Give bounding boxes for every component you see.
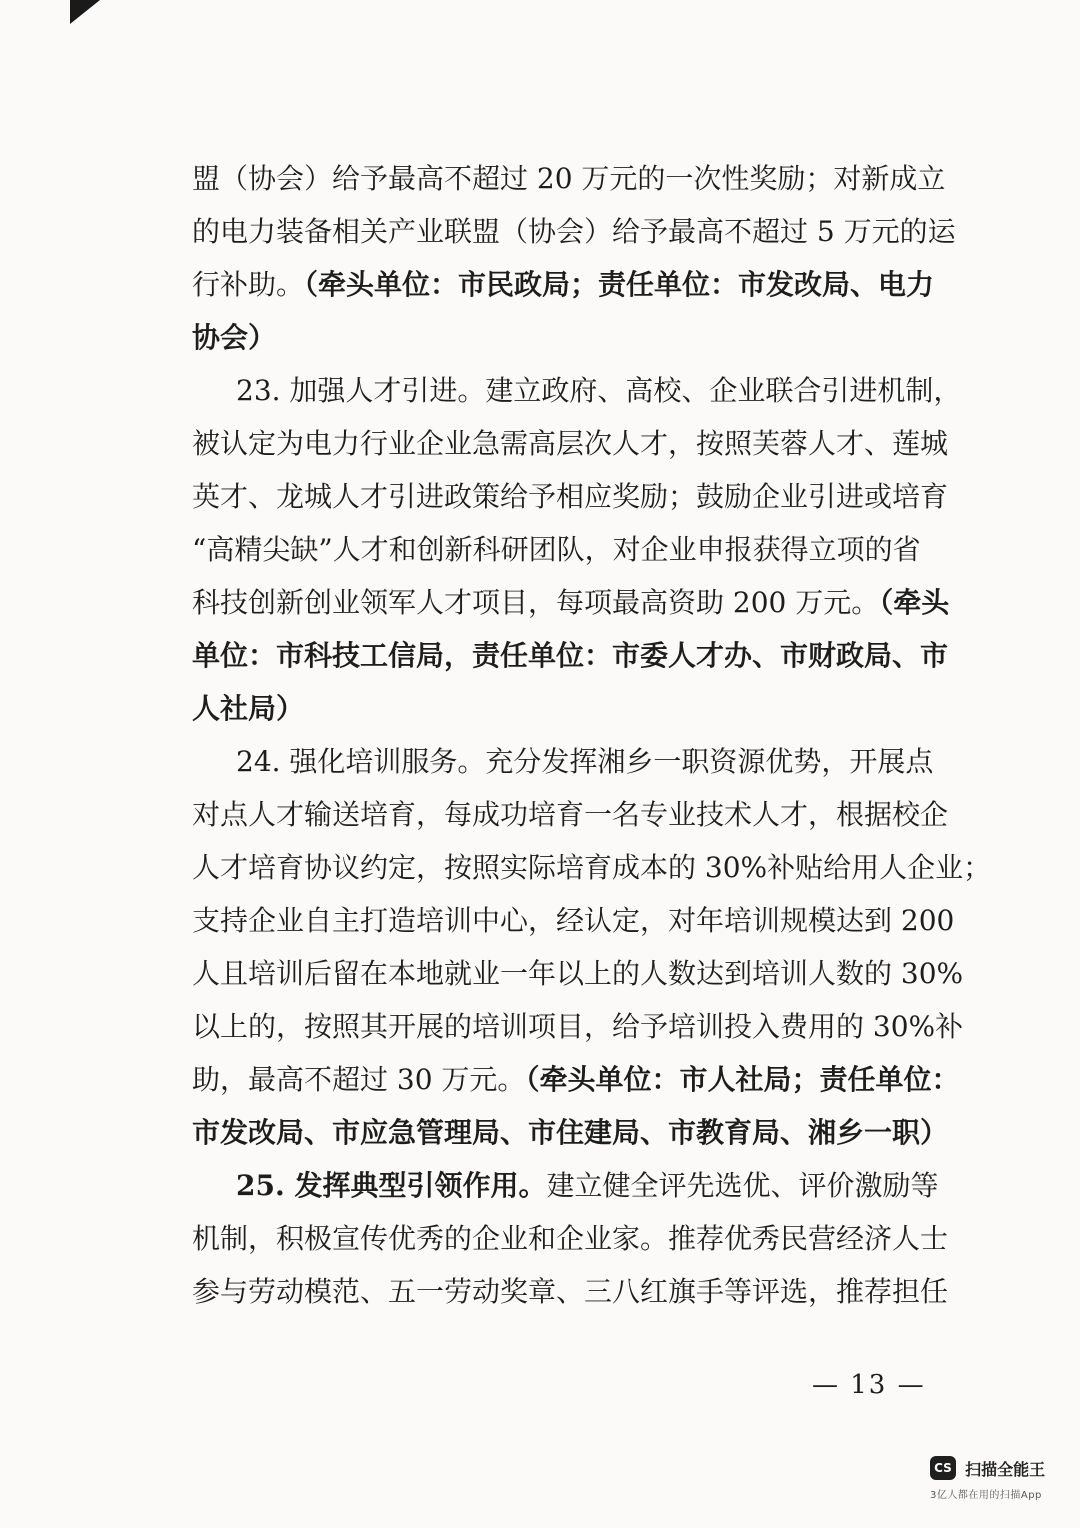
- text-segment: 助，最高不超过 30 万元。: [192, 1063, 526, 1096]
- responsible-units: （牵头单位：市人社局；责任单位：: [525, 1063, 960, 1096]
- text-line: [192, 258, 935, 311]
- responsible-units: （牵头: [879, 586, 950, 619]
- text-line: 支持企业自主打造培训中心，经认定，对年培训规模达到 200: [192, 904, 955, 937]
- clause-25-title: 25. 发挥典型引领作用。: [236, 1169, 547, 1202]
- text-line: 人且培训后留在本地就业一年以上的人数达到培训人数的 30%: [192, 957, 964, 990]
- text-line: 的电力装备相关产业联盟（协会）给予最高不超过 5 万元的运: [192, 215, 956, 248]
- clause-24-heading-line: 24. 强化培训服务。充分发挥湘乡一职资源优势，开展点: [236, 745, 934, 778]
- text-segment: 行补助。: [192, 268, 305, 301]
- watermark-tagline: 3亿人都在用的扫描App: [930, 1490, 1042, 1501]
- text-line: [192, 1053, 960, 1106]
- text-line: [192, 576, 950, 629]
- text-line: 人才培育协议约定，按照实际培育成本的 30%补贴给用人企业；: [192, 851, 992, 884]
- text-line: 对点人才输送培育，每成功培育一名专业技术人才，根据校企: [192, 798, 949, 831]
- clause-25-heading-line: [192, 1159, 939, 1212]
- text-line: “高精尖缺”人才和创新科研团队，对企业申报获得立项的省: [192, 533, 921, 566]
- responsible-units: 协会）: [192, 321, 277, 354]
- text-segment: 建立健全评先选优、评价激励等: [546, 1169, 939, 1202]
- responsible-units: 单位：市科技工信局，责任单位：市委人才办、市财政局、市: [192, 639, 949, 672]
- text-segment: 科技创新创业领军人才项目，每项最高资助 200 万元。: [192, 586, 880, 619]
- responsible-units: （牵头单位：市民政局；责任单位：市发改局、电力: [304, 268, 935, 301]
- text-line: 被认定为电力行业企业急需高层次人才，按照芙蓉人才、莲城: [192, 427, 949, 460]
- clause-23-heading-line: 23. 加强人才引进。建立政府、高校、企业联合引进机制，: [236, 374, 962, 407]
- responsible-units: 人社局）: [192, 692, 305, 725]
- text-line: 参与劳动模范、五一劳动奖章、三八红旗手等评选，推荐担任: [192, 1275, 949, 1308]
- camscanner-logo-icon: CS: [930, 1456, 956, 1480]
- scan-corner-mark: [70, 0, 100, 24]
- watermark-app-name: 扫描全能王: [965, 1459, 1046, 1479]
- text-line: 英才、龙城人才引进政策给予相应奖励；鼓励企业引进或培育: [192, 480, 949, 513]
- text-line: 盟（协会）给予最高不超过 20 万元的一次性奖励；对新成立: [192, 162, 946, 195]
- responsible-units: 市发改局、市应急管理局、市住建局、市教育局、湘乡一职）: [192, 1116, 949, 1149]
- document-body: [192, 152, 992, 1318]
- page-number: — 13 —: [812, 1370, 926, 1400]
- text-line: 以上的，按照其开展的培训项目，给予培训投入费用的 30%补: [192, 1010, 964, 1043]
- scanner-watermark: [930, 1456, 1060, 1501]
- text-line: 机制，积极宣传优秀的企业和企业家。推荐优秀民营经济人士: [192, 1222, 949, 1255]
